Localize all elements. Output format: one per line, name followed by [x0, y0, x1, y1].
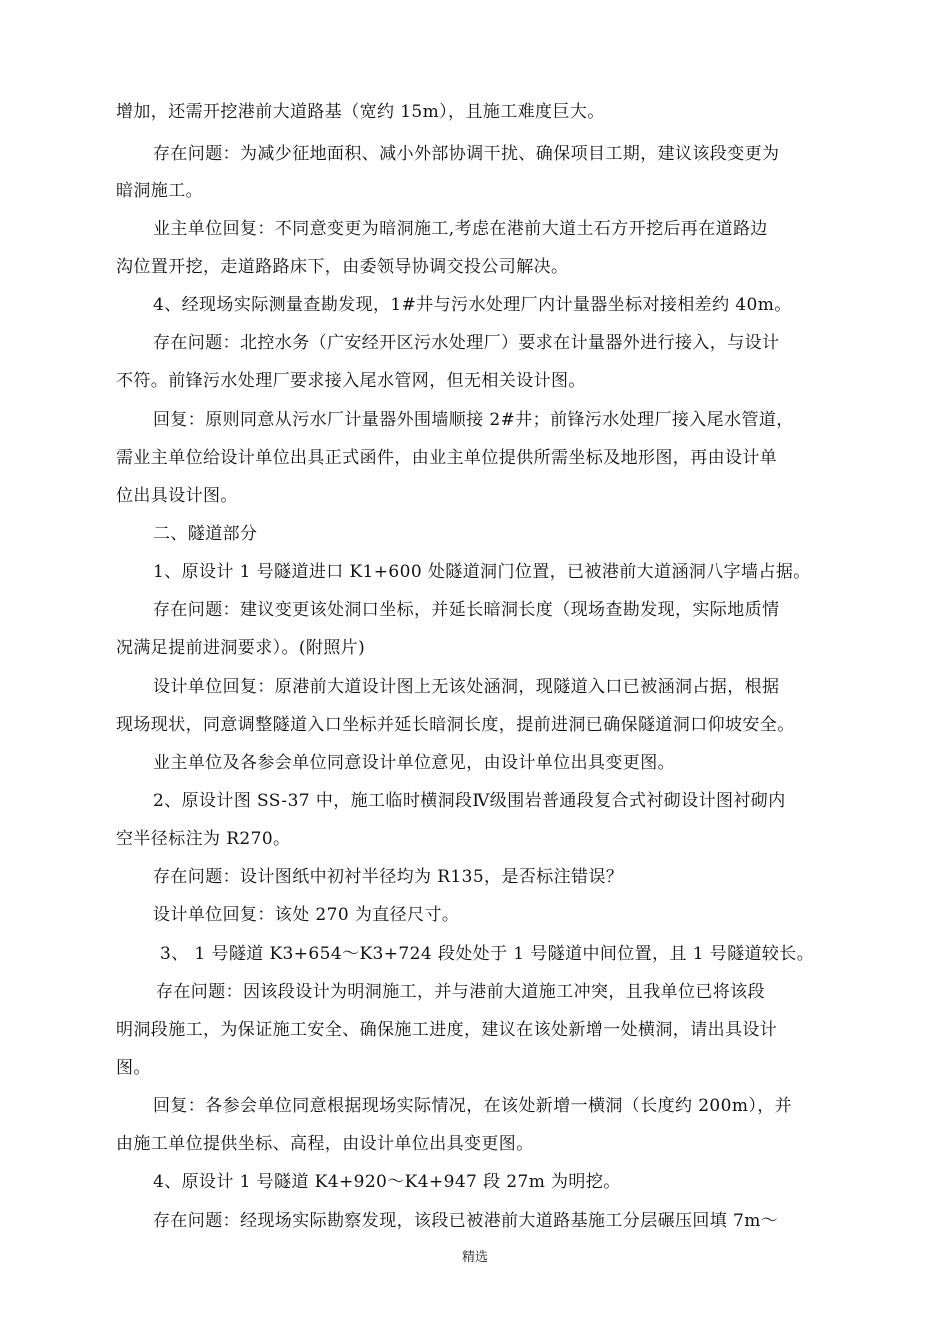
text-line-11: 位出具设计图。	[116, 486, 238, 506]
text-line-1: 增加，还需开挖港前大道路基（宽约 15m），且施工难度巨大。	[116, 102, 605, 122]
text-line-14: 存在问题：建议变更该处洞口坐标，并延长暗洞长度（现场查勘发现，实际地质情	[153, 600, 780, 620]
text-line-6: 4、经现场实际测量查勘发现，1#井与污水处理厂内计量器坐标对接相差约 40m。	[153, 295, 792, 315]
text-line-23: 3、 1 号隧道 K3+654～K3+724 段处处于 1 号隧道中间位置，且 1 号隧道较长。	[160, 944, 815, 964]
text-line-8: 不符。前锋污水处理厂要求接入尾水管网，但无相关设计图。	[116, 371, 586, 391]
text-line-28: 由施工单位提供坐标、高程，由设计单位出具变更图。	[116, 1134, 534, 1154]
text-line-2: 存在问题：为减少征地面积、减小外部协调干扰、确保项目工期，建议该段变更为	[153, 144, 780, 164]
text-line-13: 1、原设计 1 号隧道进口 K1+600 处隧道洞门位置，已被港前大道涵洞八字墙占据。	[153, 562, 811, 582]
text-line-26: 图。	[116, 1058, 151, 1078]
text-line-3: 暗洞施工。	[116, 181, 203, 201]
page-footer: 精选	[461, 1250, 488, 1265]
text-line-20: 空半径标注为 R270。	[116, 829, 291, 849]
text-line-29: 4、原设计 1 号隧道 K4+920～K4+947 段 27m 为明挖。	[153, 1172, 621, 1192]
text-line-7: 存在问题：北控水务（广安经开区污水处理厂）要求在计量器外进行接入，与设计	[153, 333, 780, 353]
text-line-15: 况满足提前进洞要求）。(附照片)	[116, 638, 366, 658]
text-line-30: 存在问题：经现场实际勘察发现，该段已被港前大道路基施工分层碾压回填 7m～	[153, 1211, 779, 1231]
text-line-17: 现场现状，同意调整隧道入口坐标并延长暗洞长度，提前进洞已确保隧道洞口仰坡安全。	[116, 715, 795, 735]
text-line-25: 明洞段施工，为保证施工安全、确保施工进度，建议在该处新增一处横洞，请出具设计	[116, 1020, 778, 1040]
text-line-16: 设计单位回复：原港前大道设计图上无该处涵洞，现隧道入口已被涵洞占据，根据	[153, 677, 780, 697]
text-line-18: 业主单位及各参会单位同意设计单位意见，由设计单位出具变更图。	[153, 753, 675, 773]
text-line-24: 存在问题：因该段设计为明洞施工，并与港前大道施工冲突，且我单位已将该段	[156, 982, 765, 1002]
text-line-19: 2、原设计图 SS-37 中，施工临时横洞段Ⅳ级围岩普通段复合式衬砌设计图衬砌内	[153, 791, 786, 811]
text-line-27: 回复：各参会单位同意根据现场实际情况，在该处新增一横洞（长度约 200m），并	[153, 1096, 793, 1116]
text-line-21: 存在问题：设计图纸中初衬半径均为 R135，是否标注错误？	[153, 867, 624, 887]
text-line-22: 设计单位回复：该处 270 为直径尺寸。	[153, 905, 460, 925]
text-line-5: 沟位置开挖，走道路路床下，由委领导协调交投公司解决。	[116, 257, 569, 277]
text-line-9: 回复：原则同意从污水厂计量器外围墙顺接 2#井；前锋污水处理厂接入尾水管道，	[153, 410, 794, 430]
section-heading-tunnel: 二、隧道部分	[153, 524, 258, 544]
text-line-4: 业主单位回复：不同意变更为暗洞施工,考虑在港前大道土石方开挖后再在道路边	[153, 219, 768, 239]
text-line-10: 需业主单位给设计单位出具正式函件，由业主单位提供所需坐标及地形图，再由设计单	[116, 448, 778, 468]
